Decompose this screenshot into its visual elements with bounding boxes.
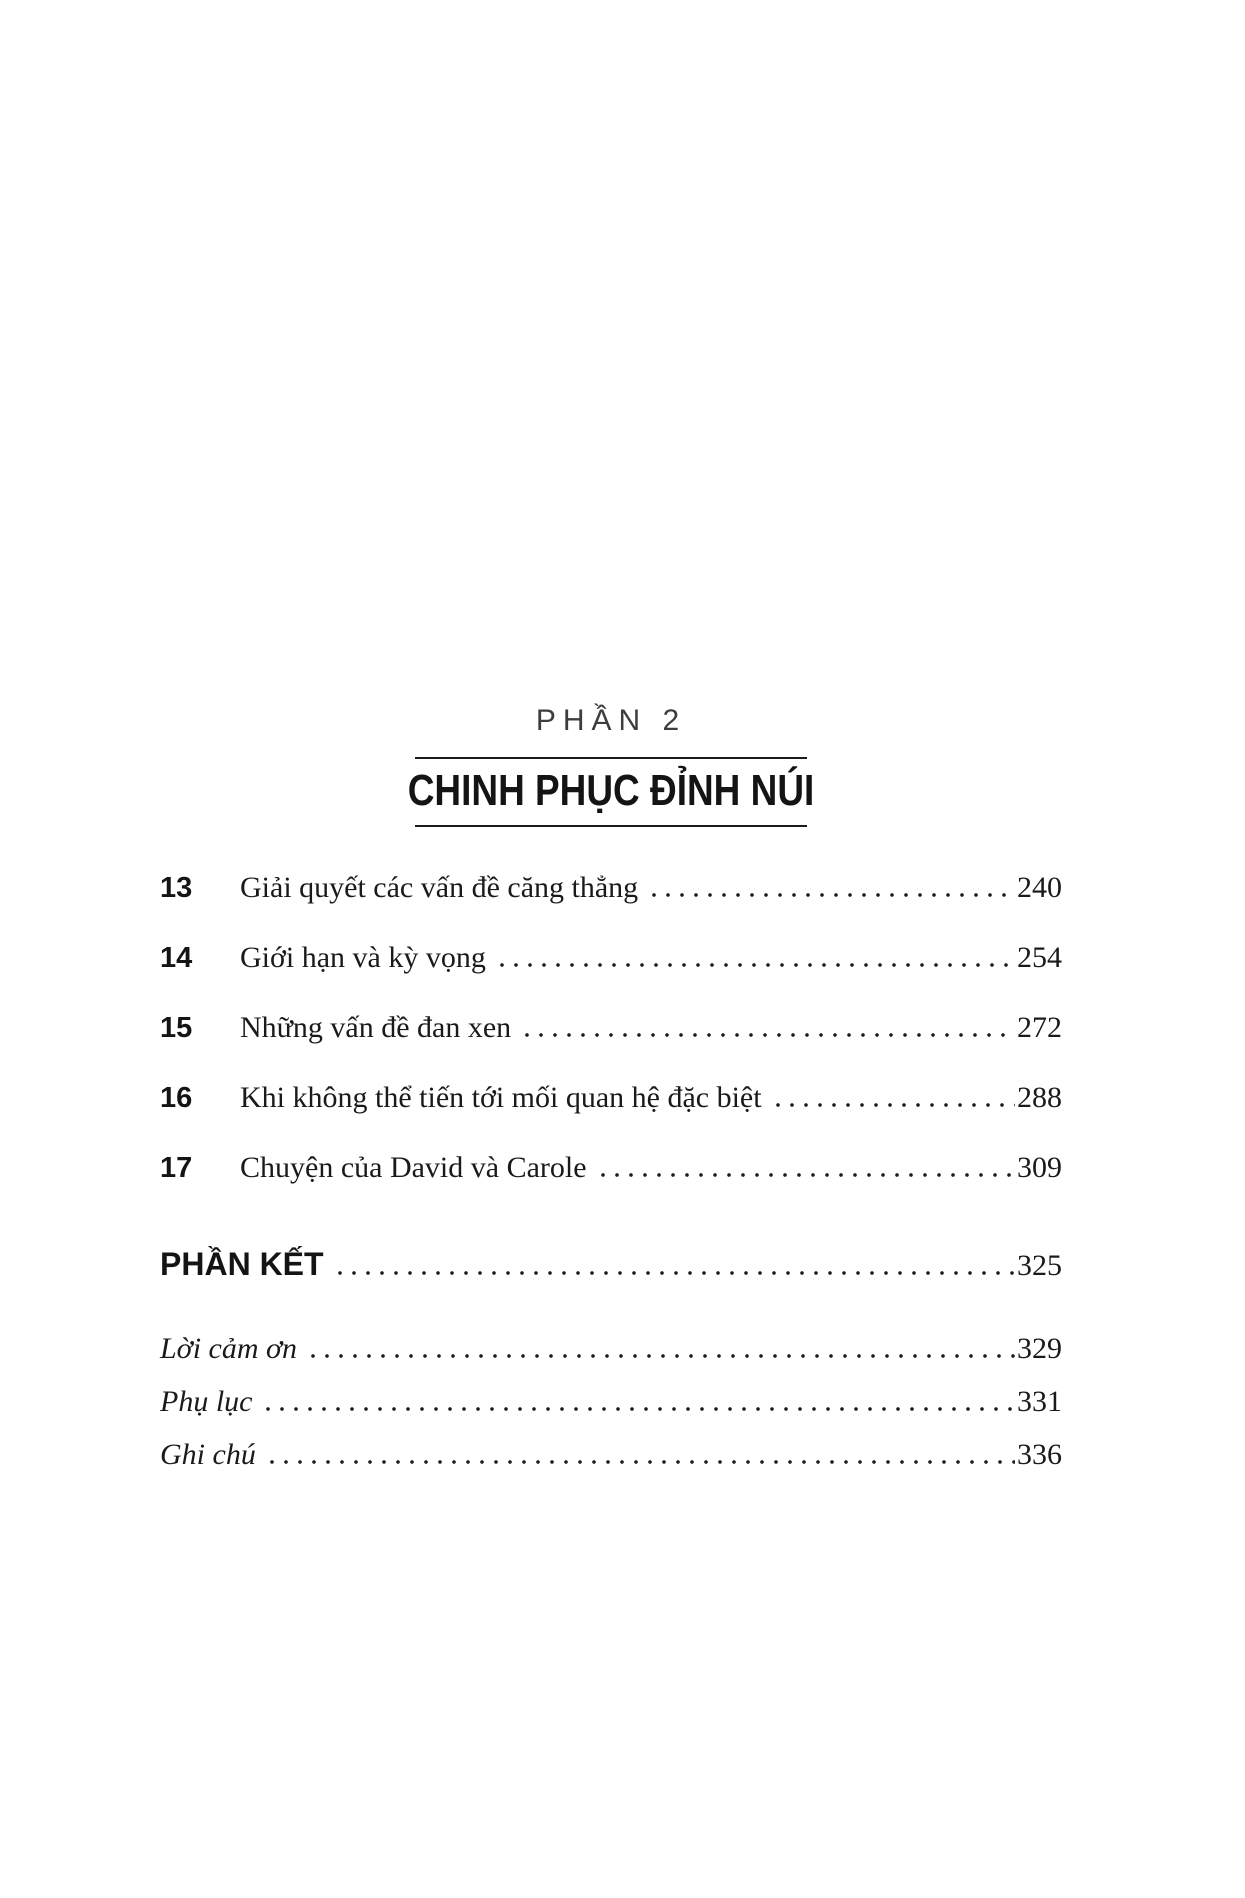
dot-leader xyxy=(596,1169,1015,1177)
page-number: 288 xyxy=(1017,1081,1062,1114)
chapter-number: 13 xyxy=(160,872,193,904)
divider-top xyxy=(415,757,807,759)
chapter-title: Khi không thể tiến tới mối quan hệ đặc biệt xyxy=(240,1081,762,1114)
part-header xyxy=(160,704,1062,827)
part-title: CHINH PHỤC ĐỈNH NÚI xyxy=(407,766,815,815)
page-number: 336 xyxy=(1017,1438,1062,1471)
back-matter-entry xyxy=(160,1332,1062,1380)
page-number: 254 xyxy=(1017,941,1062,974)
page-number: 331 xyxy=(1017,1385,1062,1418)
dot-leader xyxy=(495,959,1015,967)
part-label: PHẦN 2 xyxy=(535,704,687,737)
page-number: 329 xyxy=(1017,1332,1062,1365)
page-number: 309 xyxy=(1017,1151,1062,1184)
back-matter-title: Ghi chú xyxy=(160,1438,256,1471)
back-matter-entry xyxy=(160,1438,1062,1486)
dot-leader xyxy=(647,889,1015,897)
dot-leader xyxy=(520,1029,1015,1037)
chapter-list xyxy=(160,868,1062,1218)
dot-leader xyxy=(771,1099,1015,1107)
chapter-number: 17 xyxy=(160,1152,193,1184)
back-matter-entry xyxy=(160,1385,1062,1433)
toc-entry xyxy=(160,1148,1062,1196)
toc-entry xyxy=(160,1078,1062,1126)
chapter-title: Những vấn đề đan xen xyxy=(240,1011,512,1044)
chapter-title: Giải quyết các vấn đề căng thẳng xyxy=(240,871,639,904)
epilogue-title: PHẦN KẾT xyxy=(160,1246,324,1282)
dot-leader xyxy=(261,1403,1015,1411)
toc-entry xyxy=(160,938,1062,986)
page-number: 325 xyxy=(1017,1249,1062,1282)
back-matter-list xyxy=(160,1332,1062,1491)
toc-entry xyxy=(160,1008,1062,1056)
toc-entry xyxy=(160,868,1062,916)
dot-leader xyxy=(333,1267,1015,1275)
chapter-number: 14 xyxy=(160,942,193,974)
page-number: 272 xyxy=(1017,1011,1062,1044)
divider-bottom xyxy=(415,825,807,827)
page-number: 240 xyxy=(1017,871,1062,904)
chapter-number: 15 xyxy=(160,1012,193,1044)
epilogue-entry xyxy=(160,1246,1062,1294)
back-matter-title: Lời cảm ơn xyxy=(160,1332,298,1365)
chapter-title: Giới hạn và kỳ vọng xyxy=(240,941,486,974)
chapter-number: 16 xyxy=(160,1082,193,1114)
chapter-title: Chuyện của David và Carole xyxy=(240,1151,587,1184)
back-matter-title: Phụ lục xyxy=(160,1385,253,1418)
dot-leader xyxy=(306,1350,1015,1358)
dot-leader xyxy=(265,1456,1015,1464)
